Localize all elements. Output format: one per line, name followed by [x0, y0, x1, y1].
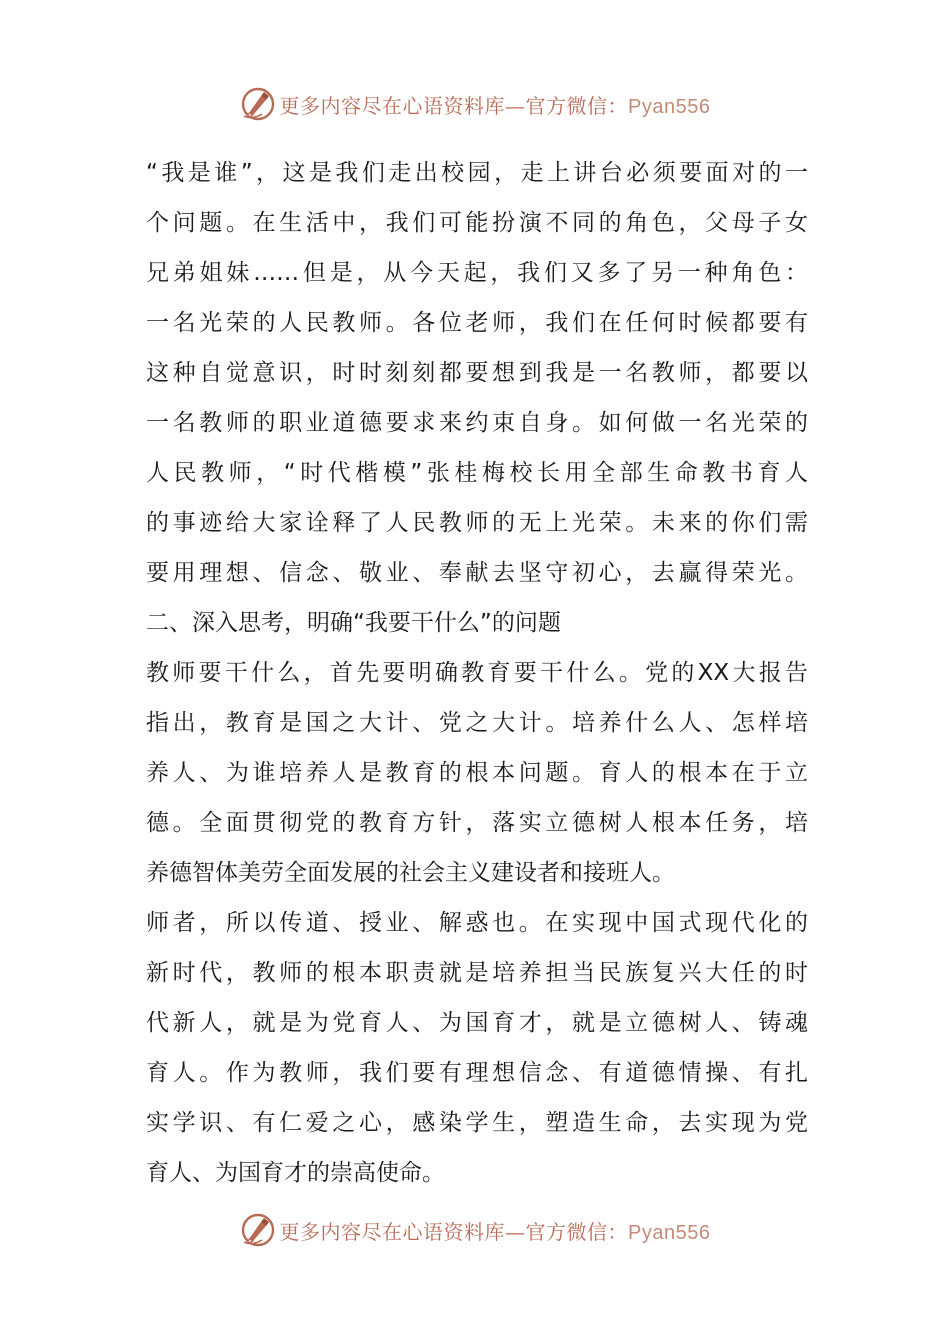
- text-line: 要用理想、信念、敬业、奉献去坚守初心，去赢得荣光。: [146, 560, 808, 586]
- text-line: 的事迹给大家诠释了人民教师的无上光荣。未来的你们需: [146, 510, 808, 536]
- text-line: 一名教师的职业道德要求来约束自身。如何做一名光荣的: [146, 410, 808, 436]
- document-body: [146, 148, 808, 1198]
- header-watermark: [0, 84, 950, 124]
- text-line: 实学识、有仁爱之心，感染学生，塑造生命，去实现为党: [146, 1110, 808, 1136]
- text-line: 这种自觉意识，时时刻刻都要想到我是一名教师，都要以: [146, 360, 808, 386]
- pen-nib-logo-icon: [240, 86, 276, 122]
- wechat-id: Pyan556: [628, 1221, 711, 1244]
- text-line: 育人、为国育才的崇高使命。: [146, 1160, 445, 1186]
- text-line: 人民教师，“时代楷模”张桂梅校长用全部生命教书育人: [146, 460, 808, 486]
- wechat-id: Pyan556: [628, 95, 711, 118]
- text-line: 养德智体美劳全面发展的社会主义建设者和接班人。: [146, 860, 675, 886]
- watermark-text: 更多内容尽在心语资料库—官方微信：: [279, 1219, 629, 1244]
- text-line: 德。全面贯彻党的教育方针，落实立德树人根本任务，培: [146, 810, 808, 836]
- footer-watermark: [0, 1210, 950, 1250]
- text-line: 师者，所以传道、授业、解惑也。在实现中国式现代化的: [146, 910, 808, 936]
- watermark-text: 更多内容尽在心语资料库—官方微信：: [279, 93, 629, 118]
- text-line: 养人、为谁培养人是教育的根本问题。育人的根本在于立: [146, 760, 808, 786]
- text-line: 育人。作为教师，我们要有理想信念、有道德情操、有扎: [146, 1060, 808, 1086]
- text-line: 教师要干什么，首先要明确教育要干什么。党的XX大报告: [146, 660, 808, 686]
- text-line: 新时代，教师的根本职责就是培养担当民族复兴大任的时: [146, 960, 808, 986]
- text-line: 代新人，就是为党育人、为国育才，就是立德树人、铸魂: [146, 1010, 808, 1036]
- text-line: 一名光荣的人民教师。各位老师，我们在任何时候都要有: [146, 310, 808, 336]
- text-line: 兄弟姐妹……但是，从今天起，我们又多了另一种角色：: [146, 260, 808, 286]
- text-line: 指出，教育是国之大计、党之大计。培养什么人、怎样培: [146, 710, 808, 736]
- text-line: “我是谁”，这是我们走出校园，走上讲台必须要面对的一: [146, 160, 808, 186]
- pen-nib-logo-icon: [240, 1212, 276, 1248]
- text-line: 个问题。在生活中，我们可能扮演不同的角色，父母子女: [146, 210, 808, 236]
- section-heading: 二、深入思考，明确“我要干什么”的问题: [146, 610, 561, 636]
